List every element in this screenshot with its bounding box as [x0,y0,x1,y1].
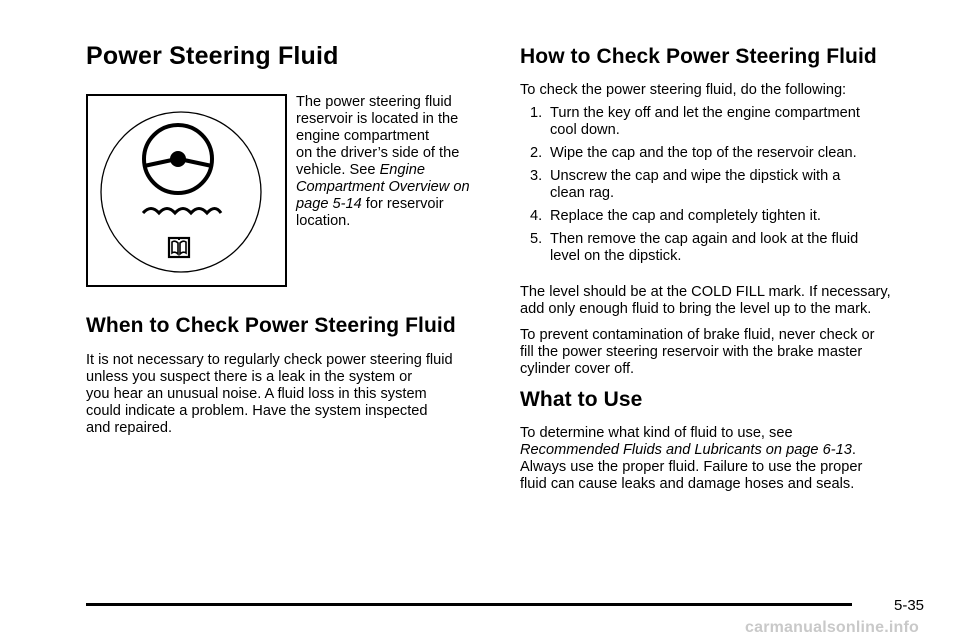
cross-reference-link[interactable]: Recommended Fluids and Lubricants on page 6-13 [520,442,852,458]
figure-art [88,96,285,285]
step-text: Wipe the cap and the top of the reservoir clean. [550,145,857,161]
what-to-use-text [520,425,930,493]
step-text: cool down. [550,122,620,138]
list-item [520,208,930,225]
subsection-title-how: How to Check Power Steering Fluid [520,45,877,68]
step-text: level on the dipstick. [550,248,682,264]
list-item [520,145,930,162]
footer-rule [86,603,852,606]
text-line: Always use the proper fluid. Failure to use the proper [520,459,863,475]
text-line: reservoir is located in the [296,111,459,127]
cross-reference-link[interactable]: Engine [379,162,426,178]
text-line: It is not necessary to regularly check power steering fluid [86,352,453,368]
fluid-level-text [520,284,930,318]
step-text: Turn the key off and let the engine compartment [550,105,860,121]
section-title: Power Steering Fluid [86,42,339,70]
text-line [520,442,930,459]
cross-reference-link[interactable]: Compartment Overview on [296,179,470,195]
text-line [296,196,496,213]
step-number: 3. [530,168,543,184]
text-line: could indicate a problem. Have the system inspected [86,403,428,419]
list-item [520,168,930,202]
power-steering-symbol-figure [86,94,287,287]
text-fragment: vehicle. See [296,162,380,178]
how-intro-text: To check the power steering fluid, do the following: [520,82,847,98]
text-line: To prevent contamination of brake fluid, never check or [520,327,875,343]
step-text: Replace the cap and completely tighten it. [550,208,821,224]
owners-manual-icon [169,237,189,257]
text-line: and repaired. [86,420,173,436]
cross-reference-link[interactable]: page 5-14 [296,196,362,212]
when-to-check-text [86,352,496,437]
list-item [520,105,930,139]
step-number: 5. [530,231,543,247]
reservoir-location-text [296,94,496,230]
text-line: unless you suspect there is a leak in the system or [86,369,413,385]
text-line [296,162,496,179]
text-line: on the driver’s side of the [296,145,460,161]
text-line: add only enough fluid to bring the level up to the mark. [520,301,872,317]
text-fragment: for reservoir [361,196,444,212]
text-line: To determine what kind of fluid to use, see [520,425,793,441]
text-line: fluid can cause leaks and damage hoses and seals. [520,476,855,492]
text-line: cylinder cover off. [520,361,635,377]
watermark: carmanualsonline.info [745,619,920,636]
contamination-warning-text [520,327,930,378]
text-line: engine compartment [296,128,430,144]
text-line: location. [296,213,351,229]
subsection-title-what: What to Use [520,388,643,411]
steps-list [520,105,930,271]
page-number: 5-35 [894,597,925,614]
step-text: Then remove the cap again and look at the fluid [550,231,859,247]
step-number: 2. [530,145,543,161]
fluid-waves-icon [143,209,221,214]
text-line: fill the power steering reservoir with the brake master [520,344,863,360]
list-item [520,231,930,265]
step-number: 4. [530,208,543,224]
step-number: 1. [530,105,543,121]
step-text: clean rag. [550,185,615,201]
text-line: The level should be at the COLD FILL mark. If necessary, [520,284,891,300]
step-text: Unscrew the cap and wipe the dipstick with a [550,168,841,184]
subsection-title-when: When to Check Power Steering Fluid [86,314,456,337]
steering-wheel-icon [144,125,212,193]
text-fragment: . [851,442,856,458]
text-line: The power steering fluid [296,94,452,110]
text-line [296,179,496,196]
text-line: you hear an unusual noise. A fluid loss in this system [86,386,427,402]
